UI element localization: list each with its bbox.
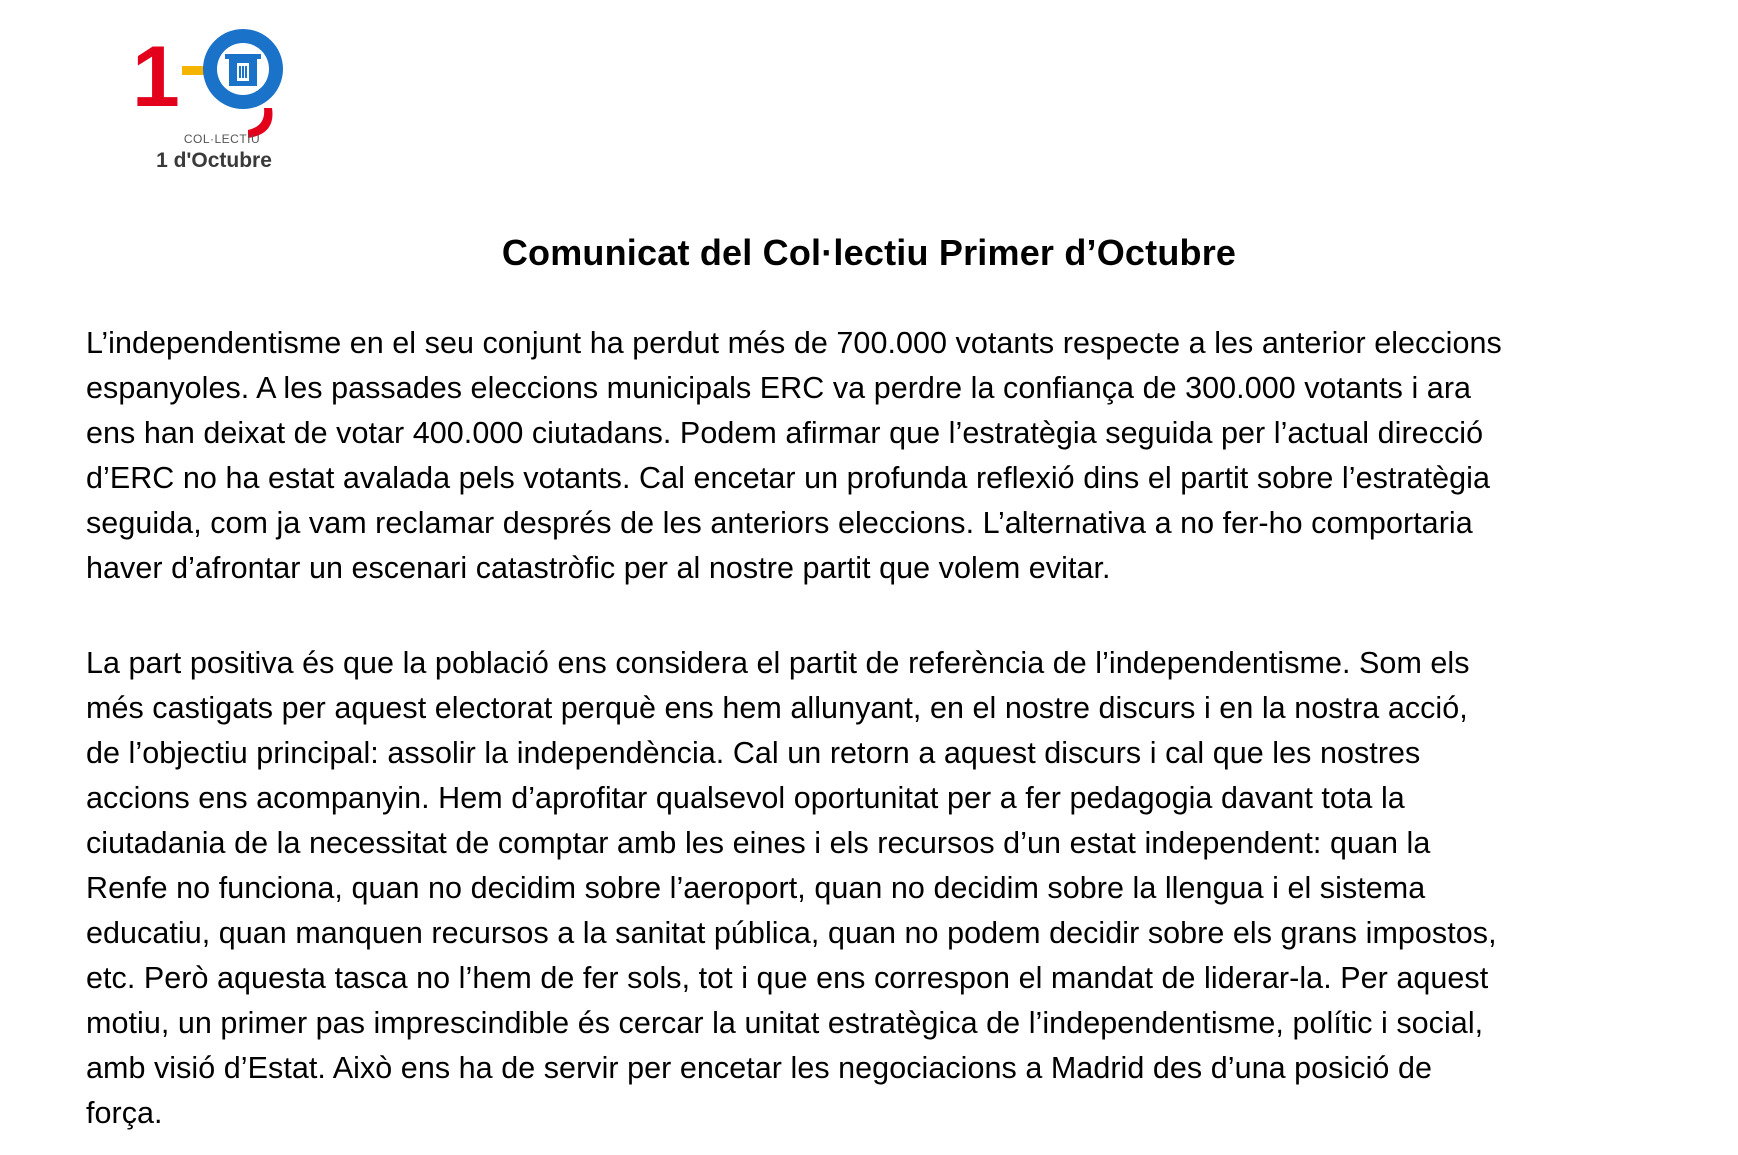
paragraph-line: ciutadania de la necessitat de comptar amb les eines i els recursos d’un estat independent: quan la: [86, 826, 1431, 860]
paragraph-line: La part positiva és que la població ens considera el partit de referència de l’independentisme. Som els: [86, 646, 1470, 680]
logo-collective-name: 1 d'Octubre: [156, 149, 272, 172]
paragraph-line: Renfe no funciona, quan no decidim sobre l’aeroport, quan no decidim sobre la llengua i el sistema: [86, 871, 1426, 905]
ballot-box-icon: [225, 54, 261, 86]
paragraph-line: educatiu, quan manquen recursos a la sanitat pública, quan no podem decidir sobre els grans impostos,: [86, 916, 1497, 950]
paragraph-line: força.: [86, 1096, 163, 1130]
paragraph-line: accions ens acompanyin. Hem d’aprofitar qualsevol oportunitat per a fer pedagogia davant tota la: [86, 781, 1405, 815]
paragraph-line: de l’objectiu principal: assolir la independència. Cal un retorn a aquest discurs i cal que les nostres: [86, 736, 1421, 770]
paragraph-line: etc. Però aquesta tasca no l’hem de fer sols, tot i que ens correspon el mandat de liderar-la. Per aquest: [86, 961, 1489, 995]
paragraph-line: espanyoles. A les passades eleccions municipals ERC va perdre la confiança de 300.000 votants i ara: [86, 371, 1472, 405]
paragraph-line: amb visió d’Estat. Això ens ha de servir per encetar les negociacions a Madrid des d’una posició de: [86, 1051, 1432, 1085]
paragraph-line: seguida, com ja vam reclamar després de les anteriors eleccions. L’alternativa a no fer-ho comportaria: [86, 506, 1473, 540]
paragraph-line: ens han deixat de votar 400.000 ciutadans. Podem afirmar que l’estratègia seguida per l’actual direcció: [86, 416, 1484, 450]
paragraph-2: [86, 641, 1671, 1136]
paragraph-line: més castigats per aquest electorat perquè ens hem allunyant, en el nostre discurs i en la nostra acció,: [86, 691, 1468, 725]
logo-dash: [182, 66, 204, 75]
paragraph-line: motiu, un primer pas imprescindible és cercar la unitat estratègica de l’independentisme, polític i social,: [86, 1006, 1484, 1040]
paragraph-1: [86, 321, 1671, 591]
logo-number: 1: [132, 29, 180, 125]
logo-collective-label: COL·LECTIU: [183, 132, 261, 146]
collective-logo: [120, 22, 330, 182]
paragraph-line: haver d’afrontar un escenari catastròfic per al nostre partit que volem evitar.: [86, 551, 1111, 585]
document-title: Comunicat del Col·lectiu Primer d’Octubre: [501, 232, 1237, 273]
paragraph-line: L’independentisme en el seu conjunt ha perdut més de 700.000 votants respecte a les anterior eleccions: [86, 326, 1502, 360]
paragraph-line: d’ERC no ha estat avalada pels votants. Cal encetar un profunda reflexió dins el partit sobre l’estratègia: [86, 461, 1491, 495]
